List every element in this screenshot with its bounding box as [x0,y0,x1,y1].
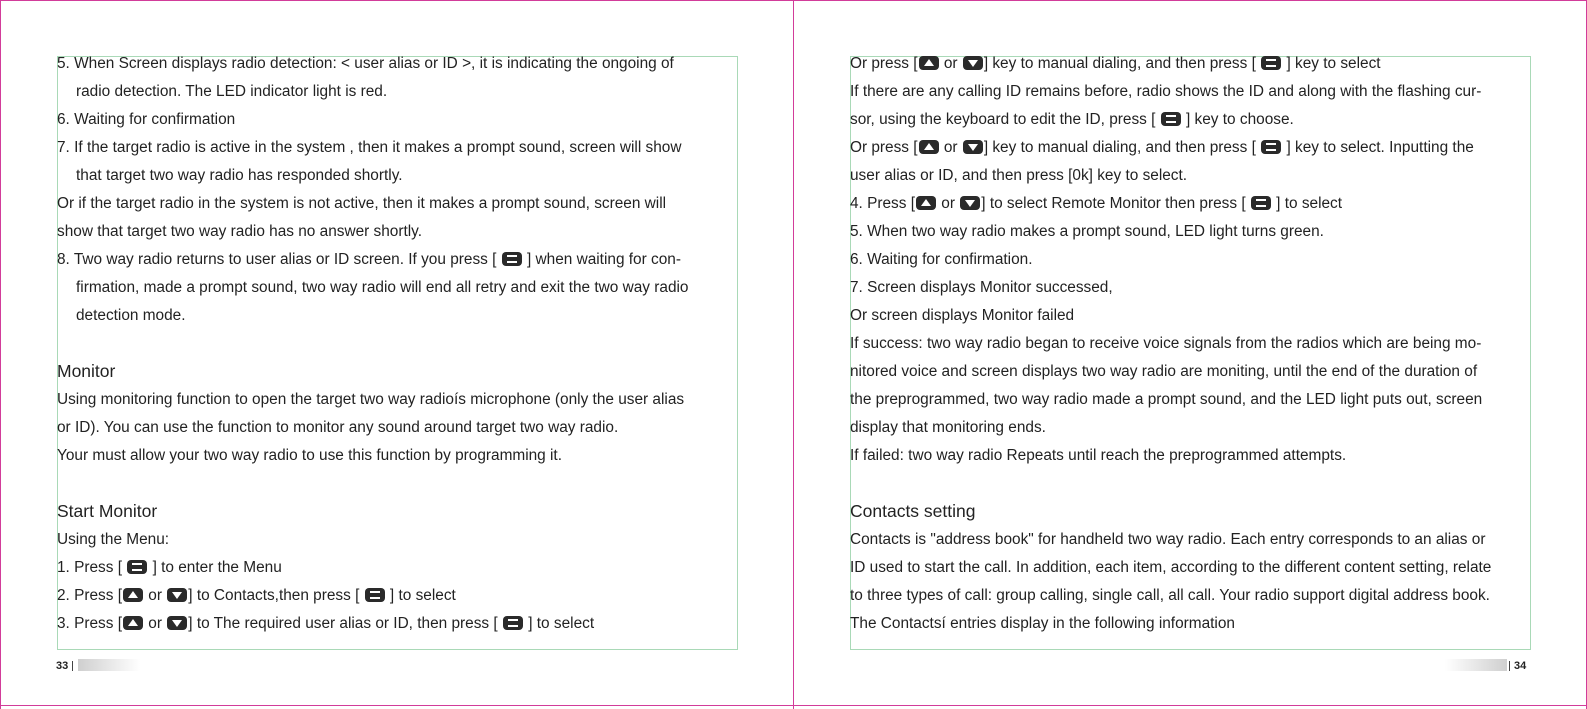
section-heading-monitor: Monitor [57,361,116,381]
up-arrow-key-icon [919,56,939,70]
paragraph-line: the preprogrammed, two way radio made a prompt sound, and the LED light puts out, screen [850,391,1483,408]
paragraph-line: 6. Waiting for confirmation. [850,251,1033,268]
paragraph-line: Using the Menu: [57,531,170,548]
paragraph-line: Using monitoring function to open the target two way radioís microphone (only the user alias [57,391,685,408]
menu-key-icon [503,616,523,630]
paragraph-line: Contacts is "address book" for handheld two way radio. Each entry corresponds to an alias or [850,531,1486,548]
paragraph-line: Or if the target radio in the system is not active, then it makes a prompt sound, screen will [57,195,667,212]
paragraph-line: or ID). You can use the function to monitor any sound around target two way radio. [57,419,619,436]
down-arrow-key-icon [167,616,187,630]
paragraph-line: 3. Press [ or ] to The required user alias or ID, then press [ ] to select [57,615,595,632]
left-page [57,51,757,639]
right-page [850,51,1550,639]
paragraph-line: 6. Waiting for confirmation [57,111,236,128]
down-arrow-key-icon [167,588,187,602]
paragraph-line: The Contactsí entries display in the following information [850,615,1235,632]
page-number-bar [1445,659,1507,671]
paragraph-line: sor, using the keyboard to edit the ID, press [ ] key to choose. [850,111,1294,128]
page-number-bar [78,659,140,671]
paragraph-line: Or press [ or ] key to manual dialing, and then press [ ] key to select. Inputting the [850,139,1474,156]
menu-key-icon [1261,140,1281,154]
menu-key-icon [1161,112,1181,126]
menu-key-icon [127,560,147,574]
paragraph-line: If failed: two way radio Repeats until reach the preprogrammed attempts. [850,447,1347,464]
paragraph-line: 4. Press [ or ] to select Remote Monitor then press [ ] to select [850,195,1343,212]
down-arrow-key-icon [963,140,983,154]
page-number-divider [1509,661,1510,671]
menu-key-icon [1261,56,1281,70]
paragraph-line: that target two way radio has responded shortly. [76,167,403,184]
paragraph-line: radio detection. The LED indicator light is red. [76,83,388,100]
page-spine-line [793,0,794,709]
section-heading-contacts-setting: Contacts setting [850,501,976,521]
paragraph-line: to three types of call: group calling, single call, all call. Your radio support digital address book. [850,587,1490,604]
page-number-left: 33 [56,660,69,672]
down-arrow-key-icon [960,196,980,210]
paragraph-line: Or press [ or ] key to manual dialing, and then press [ ] key to select [850,55,1381,72]
paragraph-line: ID used to start the call. In addition, each item, according to the different content setting, relate [850,559,1492,576]
page-number-divider [72,661,73,671]
paragraph-line: If there are any calling ID remains before, radio shows the ID and along with the flashing cur- [850,83,1482,100]
paragraph-line: Your must allow your two way radio to use this function by programming it. [57,447,562,464]
menu-key-icon [1251,196,1271,210]
section-heading-start-monitor: Start Monitor [57,501,158,521]
paragraph-line: 1. Press [ ] to enter the Menu [57,559,282,576]
paragraph-line: If success: two way radio began to receive voice signals from the radios which are being mo- [850,335,1482,352]
back-key-icon [502,252,522,266]
up-arrow-key-icon [919,140,939,154]
paragraph-line: show that target two way radio has no answer shortly. [57,223,422,240]
paragraph-line: Or screen displays Monitor failed [850,307,1075,324]
paragraph-line: 5. When Screen displays radio detection: < user alias or ID >, it is indicating the ongoing of [57,55,674,72]
up-arrow-key-icon [123,588,143,602]
paragraph-line: detection mode. [76,307,186,324]
page-number-right: 34 [1514,660,1527,672]
paragraph-line: 5. When two way radio makes a prompt sound, LED light turns green. [850,223,1324,240]
crop-line-left [0,0,1,709]
paragraph-line: display that monitoring ends. [850,419,1046,436]
paragraph-line: nitored voice and screen displays two way radio are moniting, until the end of the duration of [850,363,1478,380]
paragraph-line: 7. If the target radio is active in the system , then it makes a prompt sound, screen will show [57,139,682,156]
paragraph-line: firmation, made a prompt sound, two way radio will end all retry and exit the two way radio [76,279,689,296]
paragraph-line: 2. Press [ or ] to Contacts,then press [ ] to select [57,587,456,604]
paragraph-line: 8. Two way radio returns to user alias or ID screen. If you press [ ] when waiting for con- [57,251,681,268]
down-arrow-key-icon [963,56,983,70]
up-arrow-key-icon [916,196,936,210]
up-arrow-key-icon [123,616,143,630]
paragraph-line: user alias or ID, and then press [0k] key to select. [850,167,1188,184]
menu-key-icon [365,588,385,602]
paragraph-line: 7. Screen displays Monitor successed, [850,279,1113,296]
